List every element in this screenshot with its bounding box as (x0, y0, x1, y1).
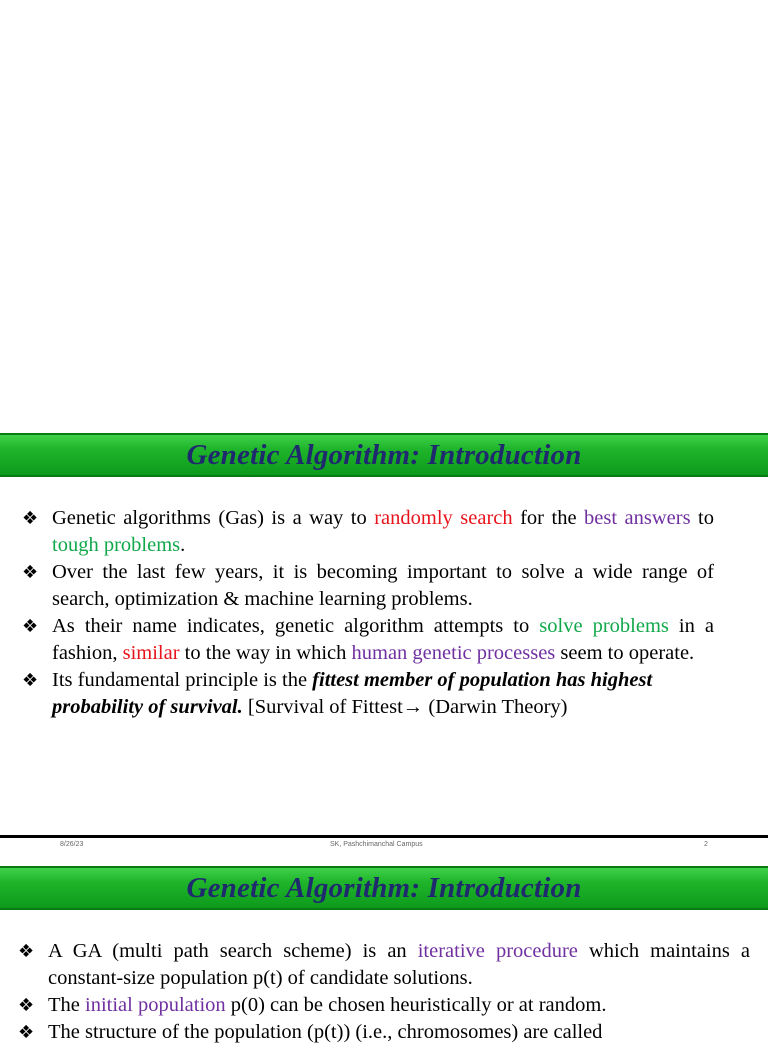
slide1-footer (0, 838, 768, 852)
footer-date: 8/26/23 (60, 841, 84, 848)
slide1-title: Genetic Algorithm: Introduction (186, 438, 582, 471)
list-item: ❖ A GA (multi path search scheme) is an iterative procedure which maintains a constant-size population p(t) of candidate solutions. (18, 940, 750, 989)
bullet-diamond-icon: ❖ (18, 1022, 35, 1043)
list-item: ❖ Genetic algorithms (Gas) is a way to randomly search for the best answers to tough problems. (22, 507, 715, 556)
highlight-text: randomly search (374, 507, 513, 529)
highlight-text: best answers (584, 507, 691, 529)
list-item: ❖ Its fundamental principle is the fittest member of population has highest probability of survival. [Survival of Fittest→ (Darwin Theory) (22, 669, 653, 718)
list-item: ❖ The structure of the population (p(t)) (i.e., chromosomes) are called (18, 1019, 750, 1046)
bullet-diamond-icon: ❖ (18, 941, 35, 962)
highlight-text: solve problems (539, 615, 669, 637)
bullet-diamond-icon: ❖ (22, 508, 39, 529)
footer-page-number: 2 (704, 841, 708, 848)
bullet-diamond-icon: ❖ (22, 670, 39, 691)
slide1-bullet-list (22, 505, 714, 721)
bullet-diamond-icon: ❖ (22, 616, 39, 637)
list-item: ❖ The initial population p(0) can be chosen heuristically or at random. (18, 992, 750, 1019)
highlight-text: initial population (85, 994, 226, 1016)
bullet-diamond-icon: ❖ (18, 995, 35, 1016)
slide1-title-bar (0, 433, 768, 477)
footer-center-text: SK, Pashchimanchal Campus (330, 841, 423, 848)
emphasis-text: fittest member of population has highest probability of survival. (52, 669, 653, 718)
list-item: ❖ As their name indicates, genetic algorithm attempts to solve problems in a fashion, similar to the way in which human genetic processes seem to operate. (22, 615, 714, 664)
highlight-text: similar (122, 642, 180, 664)
slide2-bullet-list (18, 938, 750, 1046)
slide2-title-bar (0, 866, 768, 910)
slide-divider (0, 835, 768, 838)
highlight-text: iterative procedure (417, 940, 578, 962)
list-item: ❖ Over the last few years, it is becoming important to solve a wide range of search, optimization & machine learning problems. (22, 561, 714, 610)
slide2-title: Genetic Algorithm: Introduction (186, 871, 582, 904)
highlight-text: human genetic processes (351, 642, 556, 664)
highlight-text: tough problems (52, 534, 181, 556)
bullet-diamond-icon: ❖ (22, 562, 39, 583)
